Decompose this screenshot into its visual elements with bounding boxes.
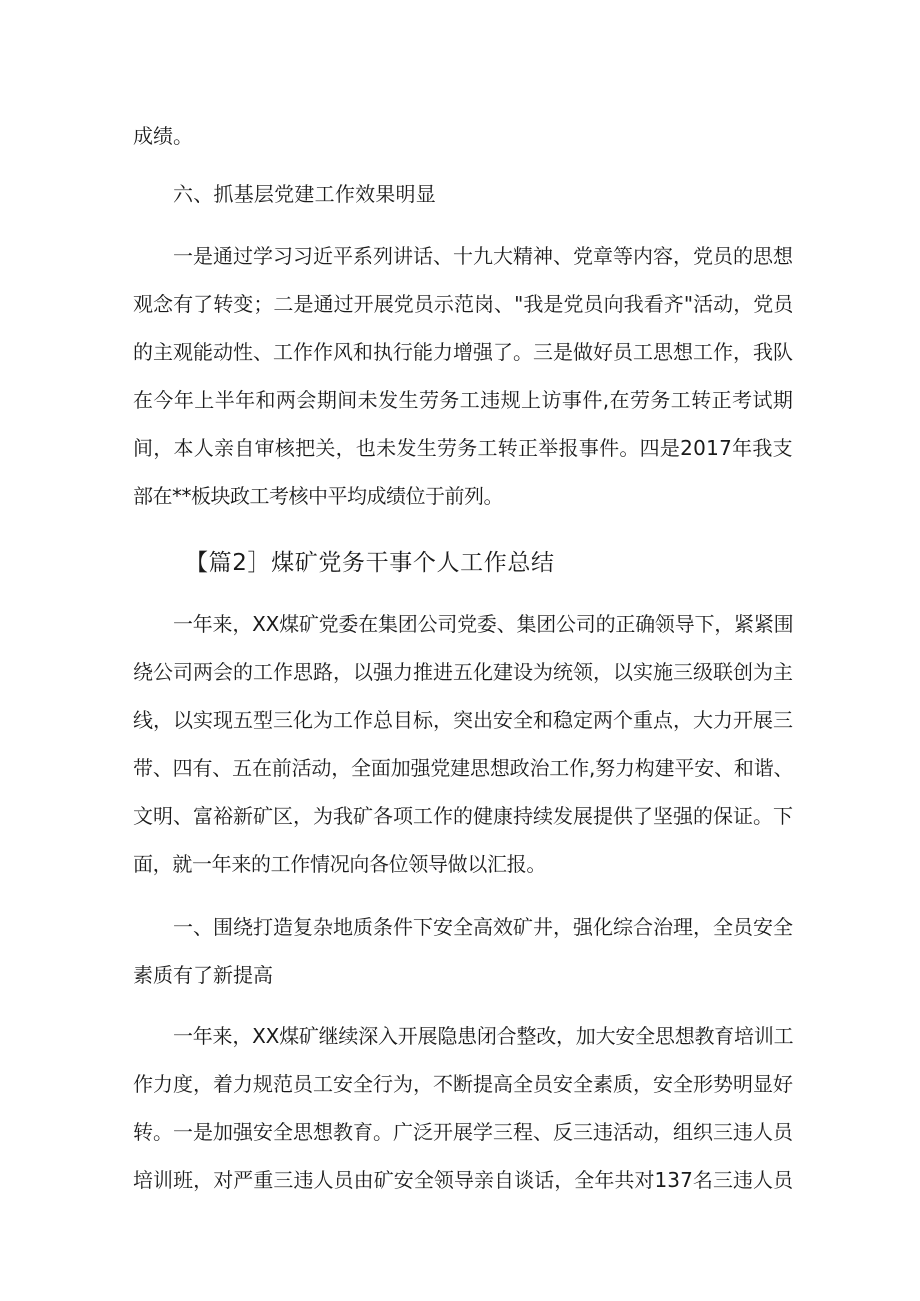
section-heading: 一、围绕打造复杂地质条件下安全高效矿井，强化综合治理，全员安全 — [173, 915, 793, 939]
article-heading: 【篇2］煤矿党务干事个人工作总结 — [185, 550, 555, 576]
section-heading: 六、抓基层党建工作效果明显 — [173, 182, 436, 206]
paragraph-line: 在今年上半年和两会期间未发生劳务工违规上访事件,在劳务工转正考试期 — [133, 388, 794, 412]
paragraph-line: 绕公司两会的工作思路，以强力推进五化建设为统领，以实施三级联创为主 — [133, 660, 793, 684]
paragraph-line: 一年来，XX煤矿继续深入开展隐患闭合整改，加大安全思想教育培训工 — [173, 1024, 794, 1048]
paragraph-line: 间，本人亲自审核把关，也未发生劳务工转正举报事件。四是2017年我支 — [133, 436, 793, 460]
paragraph-line: 的主观能动性、工作作风和执行能力增强了。三是做好员工思想工作，我队 — [133, 340, 793, 364]
paragraph-line: 文明、富裕新矿区，为我矿各项工作的健康持续发展提供了坚强的保证。下 — [133, 804, 793, 828]
section-heading: 素质有了新提高 — [133, 963, 273, 987]
paragraph-line: 成绩。 — [133, 124, 193, 148]
paragraph-line: 带、四有、五在前活动，全面加强党建思想政治工作,努力构建平安、和谐、 — [133, 756, 794, 780]
paragraph-line: 作力度，着力规范员工安全行为，不断提高全员安全素质，安全形势明显好 — [133, 1072, 793, 1096]
paragraph-line: 培训班，对严重三违人员由矿安全领导亲自谈话，全年共对137名三违人员 — [133, 1168, 794, 1192]
paragraph-line: 转。一是加强安全思想教育。广泛开展学三程、反三违活动，组织三违人员 — [133, 1120, 793, 1144]
paragraph-line: 一年来，XX煤矿党委在集团公司党委、集团公司的正确领导下，紧紧围 — [173, 612, 794, 636]
paragraph-line: 部在**板块政工考核中平均成绩位于前列。 — [133, 484, 503, 508]
paragraph-line: 一是通过学习习近平系列讲话、十九大精神、党章等内容，党员的思想 — [173, 244, 793, 268]
paragraph-line: 线，以实现五型三化为工作总目标，突出安全和稳定两个重点，大力开展三 — [133, 708, 793, 732]
paragraph-line: 观念有了转变；二是通过开展党员示范岗、"我是党员向我看齐"活动，党员 — [133, 292, 794, 316]
paragraph-line: 面，就一年来的工作情况向各位领导做以汇报。 — [133, 852, 546, 876]
